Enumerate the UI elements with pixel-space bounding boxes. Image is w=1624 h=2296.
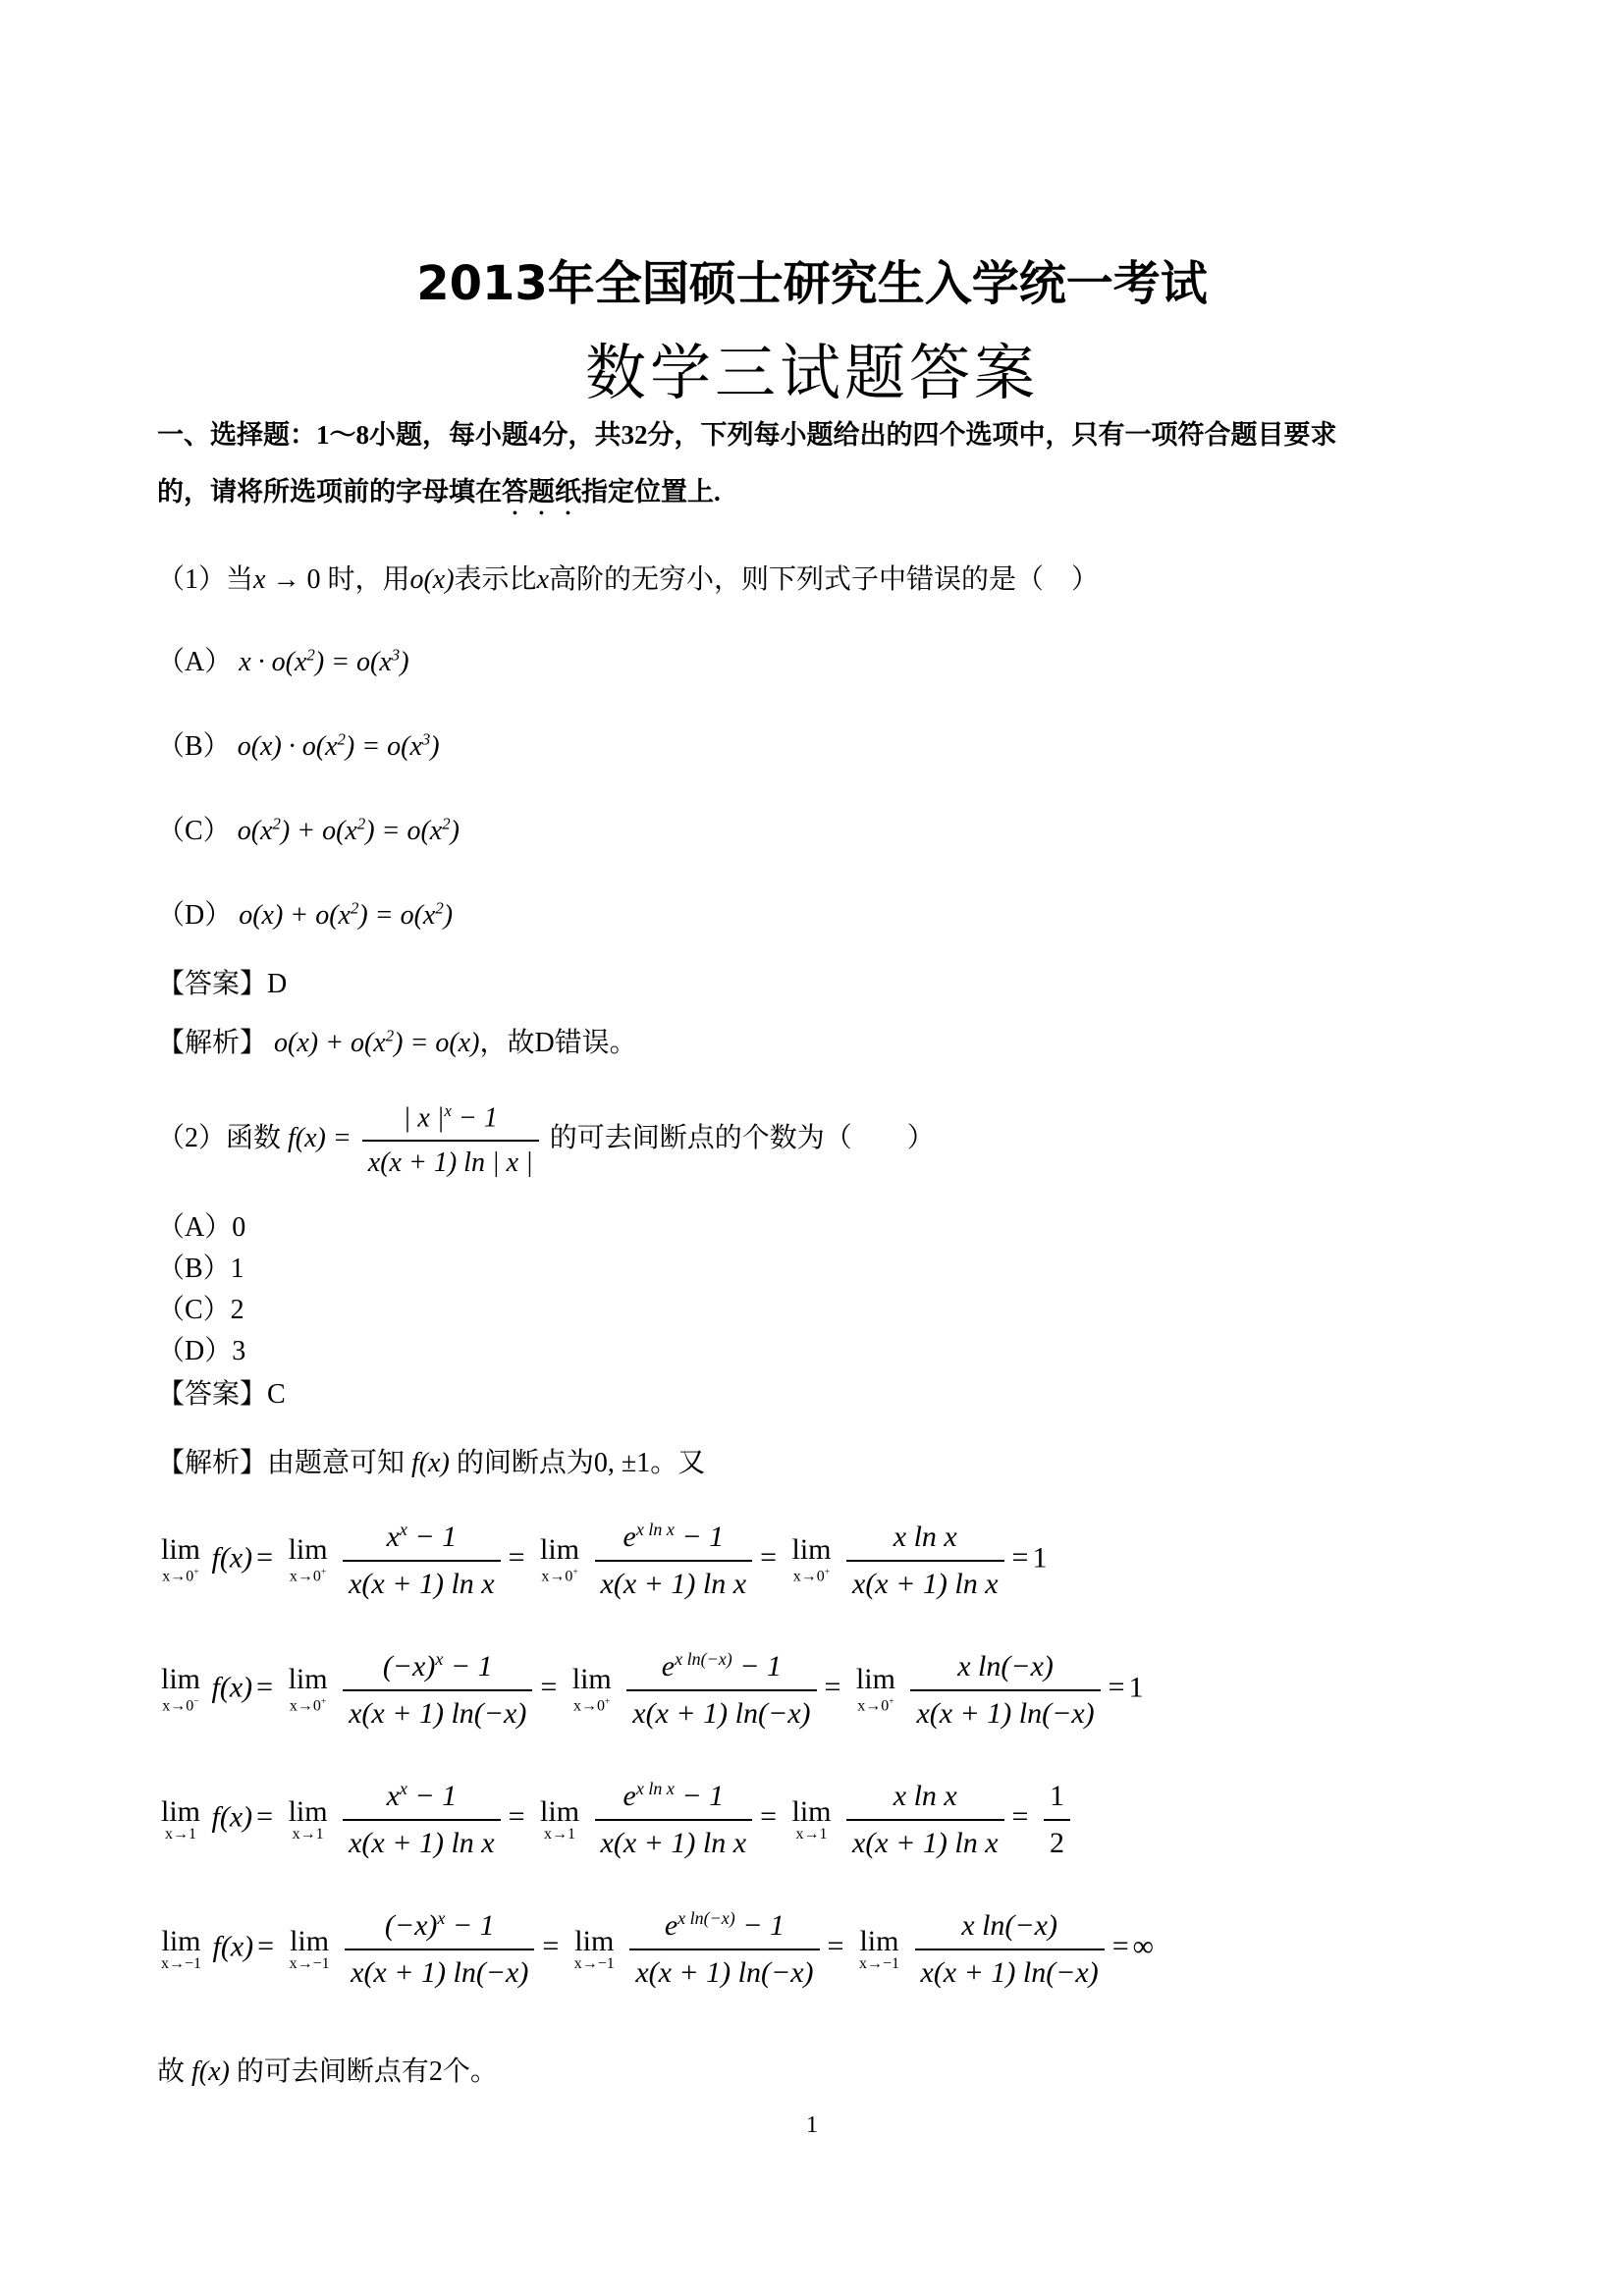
q2-option-d: （D）3 bbox=[157, 1336, 246, 1366]
fraction: $\frac{(-x)^x - 1}{x(x + 1) \ln(-x)}$ bbox=[345, 1908, 534, 1990]
lim-operator: lim x→−1 bbox=[858, 1924, 899, 1972]
q1-stem-c: 表示比 bbox=[454, 564, 537, 595]
analysis-a: 【解析】由题意可知 bbox=[157, 1448, 406, 1478]
formula: f(x) = bbox=[288, 1123, 352, 1154]
formula: f(x) bbox=[211, 1541, 253, 1575]
fraction: $\frac{\text{x ln x}}{\text{x(x + 1) ln x}}$ bbox=[846, 1780, 1004, 1860]
lim-operator: lim x→0+ bbox=[288, 1533, 328, 1585]
q1-arrow: → 0 bbox=[265, 564, 321, 595]
option-label: （A） bbox=[157, 647, 233, 677]
analysis-tail: ，故D错误。 bbox=[479, 1028, 637, 1058]
lim-operator: lim x→−1 bbox=[573, 1924, 615, 1972]
formula: f(x) bbox=[211, 1800, 253, 1834]
section-heading bbox=[157, 406, 1492, 521]
heading-emphasis: 答题纸 bbox=[502, 477, 581, 507]
q1-stem-d: 高阶的无穷小，则下列式子中错误的是（ ） bbox=[549, 564, 1100, 595]
formula: $o(x^2) + o(x^2) = o(x^2)$ bbox=[237, 814, 460, 846]
lim-operator: lim x→0+ bbox=[161, 1533, 201, 1585]
q1-ox: o(x) bbox=[409, 564, 455, 595]
analysis-b: 的间断点为 bbox=[456, 1448, 594, 1478]
limit-result: ∞ bbox=[1132, 1930, 1155, 1963]
fraction: $\frac{| x |^x - 1}{x(x + 1) \ln | x |}$ bbox=[362, 1101, 539, 1179]
fraction: $\frac{x^x - 1}{\text{x(x + 1) ln x}}$ bbox=[343, 1520, 501, 1601]
conclusion-a: 故 bbox=[157, 2056, 186, 2087]
fraction: $\frac{(-x)^x - 1}{x(x + 1) \ln(-x)}$ bbox=[343, 1649, 532, 1731]
fraction: $\frac{\text{x ln(−x)}}{x(x + 1) \ln(-x)}$ bbox=[910, 1650, 1100, 1731]
q1-answer: 【答案】D bbox=[157, 969, 288, 999]
fraction: $\frac{x^x - 1}{\text{x(x + 1) ln x}}$ bbox=[343, 1779, 501, 1860]
fraction: $\frac{e^{x ln(-x)} - 1}{x(x + 1) \ln(-x)}$ bbox=[629, 1908, 819, 1990]
lim-operator: lim x→1 bbox=[540, 1794, 580, 1842]
lim-operator: lim x→0+ bbox=[791, 1533, 832, 1585]
limit-equation-4: lim x→−1 f(x) = lim x→−1 $\frac{(-x)^x - 1}{x(x + 1) \ln(-x)}$ = lim x→−1 $\frac{e^{x ln(-x)} - 1}{x(x + 1) \ln(-x)}$ = lim x→−1 $\frac{\text{x ln(−x)}}{x(x + 1) \ln(-x)}$ = ∞ bbox=[161, 1908, 1155, 1989]
q1-stem-b: 时，用 bbox=[327, 564, 410, 595]
limit-result: 1 bbox=[1128, 1671, 1144, 1704]
q1-var: x bbox=[253, 564, 266, 595]
q1-stem-a: （1）当 bbox=[157, 564, 254, 595]
limit-result-fraction bbox=[1044, 1780, 1070, 1860]
limit-equation-2: lim x→0− f(x) = lim x→0+ $\frac{(-x)^x - 1}{x(x + 1) \ln(-x)}$ = lim x→0+ $\frac{e^{x ln(-x)} - 1}{x(x + 1) \ln(-x)}$ = lim x→0+ $\frac{\text{x ln(−x)}}{x(x + 1) \ln(-x)}$ = 1 bbox=[161, 1649, 1144, 1730]
formula: $x \cdot o(x^2) = o(x^3)$ bbox=[239, 645, 409, 677]
document-title: 2013年全国硕士研究生入学统一考试 bbox=[416, 256, 1208, 311]
q2-answer: 【答案】C bbox=[157, 1379, 286, 1410]
fraction: $\frac{e^{x ln x} - 1}{\text{x(x + 1) ln x}}$ bbox=[595, 1520, 753, 1601]
formula: $o(x) + o(x^2) = o(x^2)$ bbox=[239, 898, 454, 931]
section-heading-line2 bbox=[157, 463, 1492, 521]
formula: f(x) bbox=[191, 2056, 230, 2087]
option-label: （C） bbox=[157, 816, 231, 846]
option-label: （B） bbox=[157, 731, 231, 762]
lim-operator: lim x→−1 bbox=[289, 1924, 330, 1972]
heading-part-a: 的，请将所选项前的字母填在 bbox=[157, 477, 502, 507]
option-label: （D） bbox=[157, 900, 233, 931]
limit-result: 1 bbox=[1032, 1541, 1048, 1575]
analysis-c: 0, ±1 bbox=[593, 1448, 651, 1478]
q1-option-d bbox=[157, 893, 453, 933]
q2-conclusion bbox=[157, 2050, 498, 2089]
document-subtitle: 数学三试题答案 bbox=[584, 337, 1039, 408]
formula: $o(x) \cdot o(x^2) = o(x^3)$ bbox=[237, 729, 440, 762]
q1-option-b bbox=[157, 724, 440, 764]
lim-operator: lim x→0− bbox=[161, 1663, 201, 1715]
limit-equation-3: lim x→1 f(x) = lim x→1 $\frac{x^x - 1}{\text{x(x + 1) ln x}}$ = lim x→1 $\frac{e^{x ln x} - 1}{\text{x(x + 1) ln x}}$ = lim x→1 $\frac{\text{x ln x}}{\text{x(x + 1) ln x}}$ = $\frac{1}{2}$ bbox=[157, 1779, 1074, 1860]
fraction: $\frac{e^{x ln(-x)} - 1}{x(x + 1) \ln(-x)}$ bbox=[626, 1649, 816, 1731]
lim-operator: lim x→1 bbox=[288, 1794, 328, 1842]
formula: f(x) bbox=[211, 1671, 253, 1704]
analysis-label: 【解析】 bbox=[157, 1028, 268, 1058]
q2-option-b: （B）1 bbox=[157, 1254, 244, 1284]
q1-option-a bbox=[157, 640, 409, 679]
lim-operator: lim x→0+ bbox=[288, 1663, 328, 1715]
q2-analysis bbox=[157, 1441, 705, 1480]
lim-operator: lim x→1 bbox=[791, 1794, 832, 1842]
fraction: $\frac{\text{x ln x}}{\text{x(x + 1) ln x}}$ bbox=[846, 1521, 1004, 1601]
limit-equation-1: lim x→0+ f(x) = lim x→0+ $\frac{x^x - 1}{\text{x(x + 1) ln x}}$ = lim x→0+ $\frac{e^{x ln x} - 1}{\text{x(x + 1) ln x}}$ = lim x→0+ $\frac{\text{x ln x}}{\text{x(x + 1) ln x}}$ = 1 bbox=[161, 1520, 1048, 1600]
q1-option-c bbox=[157, 809, 460, 848]
lim-operator: lim x→−1 bbox=[161, 1924, 202, 1972]
q2-option-c: （C）2 bbox=[157, 1295, 244, 1325]
formula: f(x) bbox=[212, 1930, 254, 1963]
q1-analysis bbox=[157, 1021, 637, 1060]
lim-operator: lim x→1 bbox=[161, 1794, 201, 1842]
lim-operator: lim x→0+ bbox=[855, 1663, 895, 1715]
analysis-d: 。又 bbox=[650, 1448, 706, 1478]
heading-part-b: 指定位置上. bbox=[581, 477, 721, 507]
fraction: $\frac{e^{x ln x} - 1}{\text{x(x + 1) ln x}}$ bbox=[595, 1779, 753, 1860]
result-denominator: 2 bbox=[1049, 1826, 1064, 1859]
q2-option-a: （A）0 bbox=[157, 1212, 246, 1243]
q2-stem bbox=[157, 1101, 935, 1179]
q1-stem bbox=[157, 558, 1099, 597]
q1-var2: x bbox=[536, 564, 549, 595]
q2-stem-a: （2）函数 bbox=[157, 1123, 282, 1154]
page-number: 1 bbox=[806, 2112, 818, 2138]
formula: $o(x) + o(x^2) = o(x)$ bbox=[274, 1026, 480, 1058]
conclusion-b: 的可去间断点有2个。 bbox=[236, 2056, 498, 2087]
result-numerator: 1 bbox=[1044, 1780, 1070, 1821]
formula: f(x) bbox=[411, 1448, 450, 1478]
lim-operator: lim x→0+ bbox=[571, 1663, 612, 1715]
lim-operator: lim x→0+ bbox=[540, 1533, 580, 1585]
q2-stem-b: 的可去间断点的个数为（ ） bbox=[549, 1123, 935, 1154]
fraction: $\frac{\text{x ln(−x)}}{x(x + 1) \ln(-x)}$ bbox=[915, 1909, 1105, 1990]
section-heading-line1: 一、选择题：1～8小题，每小题4分，共32分，下列每小题给出的四个选项中，只有一项符合题目要求 bbox=[157, 420, 1337, 450]
